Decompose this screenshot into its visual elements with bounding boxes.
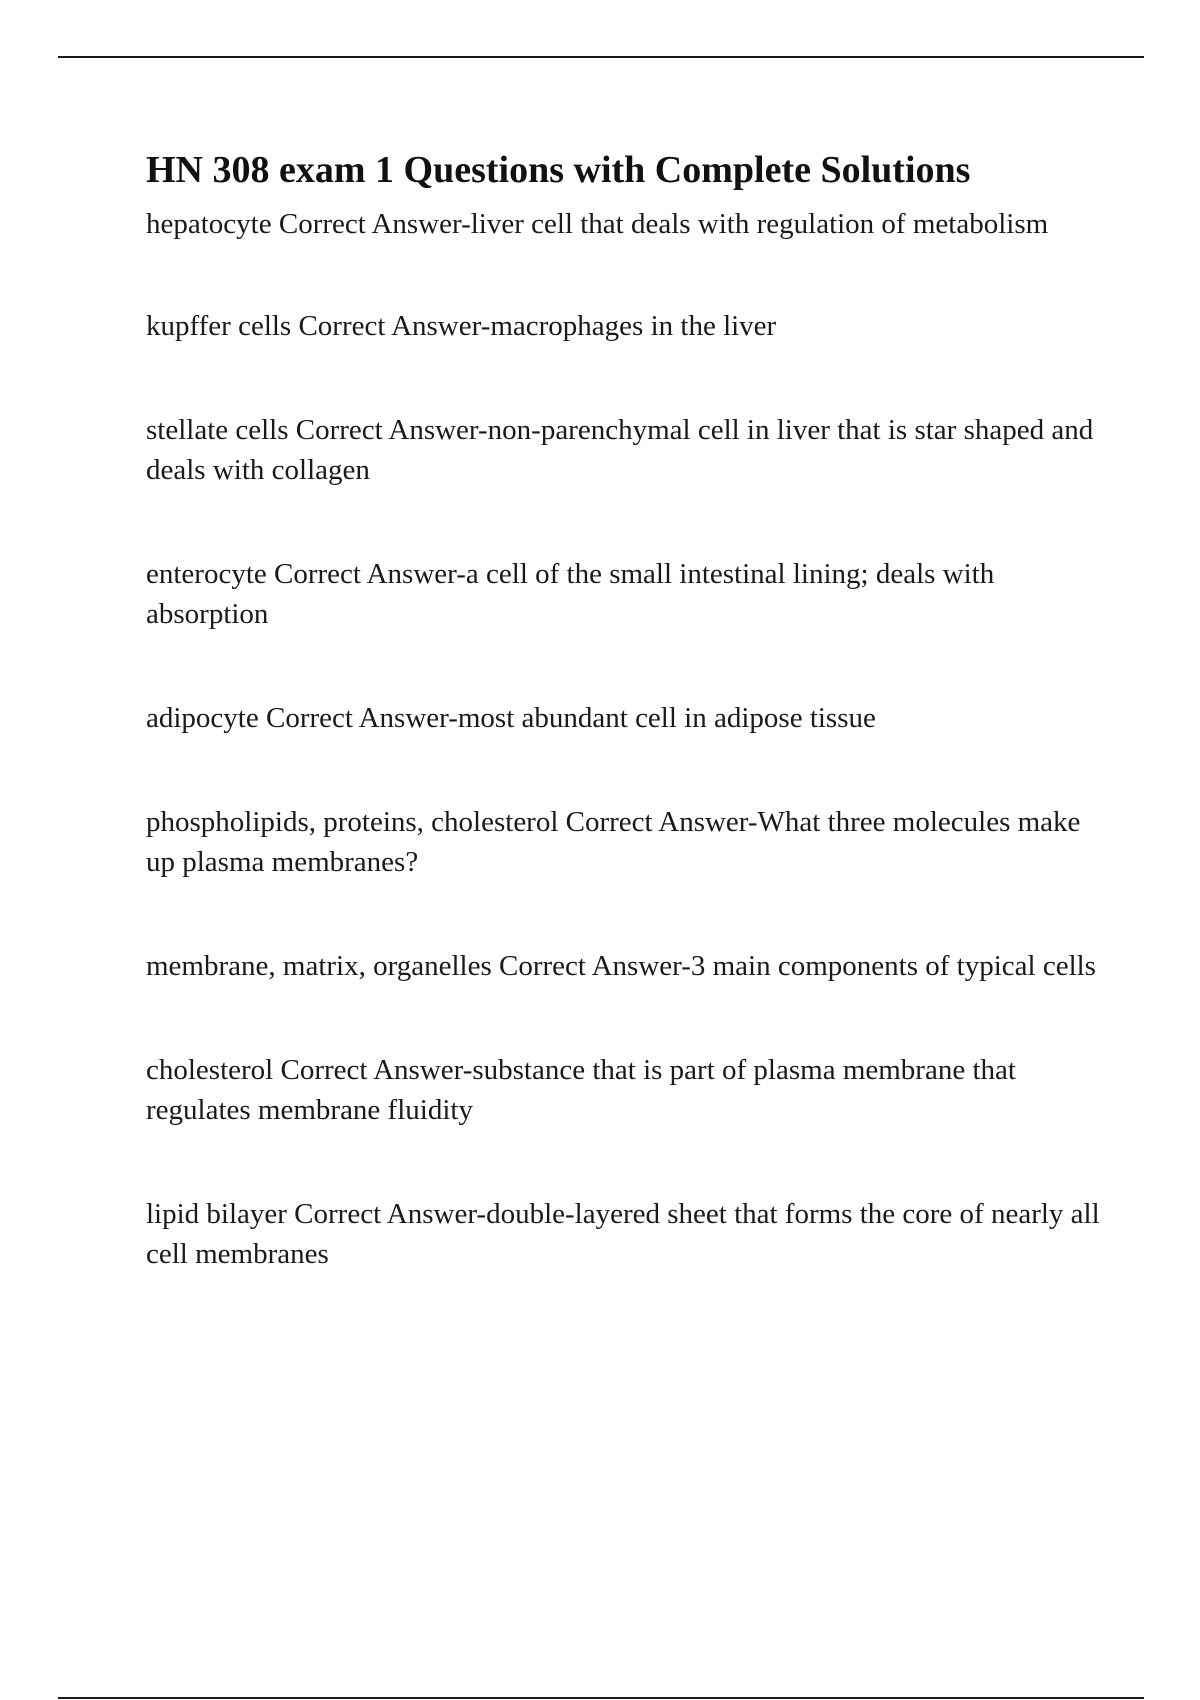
qa-item: hepatocyte Correct Answer-liver cell that deals with regulation of metabolism — [146, 208, 1049, 240]
qa-item: enterocyte Correct Answer-a cell of the small intestinal lining; deals with absorption — [146, 558, 995, 630]
qa-item: cholesterol Correct Answer-substance that is part of plasma membrane that regulates membrane fluidity — [146, 1054, 1016, 1126]
qa-item: membrane, matrix, organelles Correct Answer-3 main components of typical cells — [146, 950, 1096, 982]
qa-item: adipocyte Correct Answer-most abundant cell in adipose tissue — [146, 702, 876, 734]
document-title: HN 308 exam 1 Questions with Complete Solutions — [146, 149, 971, 191]
bottom-divider — [58, 1697, 1144, 1699]
qa-item: stellate cells Correct Answer-non-parenchymal cell in liver that is star shaped and deals with collagen — [146, 414, 1094, 486]
qa-item: kupffer cells Correct Answer-macrophages in the liver — [146, 310, 777, 342]
qa-item: phospholipids, proteins, cholesterol Correct Answer-What three molecules make up plasma membranes? — [146, 806, 1081, 878]
top-divider — [58, 56, 1144, 58]
document-body — [146, 146, 1106, 1274]
qa-list — [146, 204, 1106, 1274]
qa-item: lipid bilayer Correct Answer-double-layered sheet that forms the core of nearly all cell membranes — [146, 1198, 1100, 1270]
